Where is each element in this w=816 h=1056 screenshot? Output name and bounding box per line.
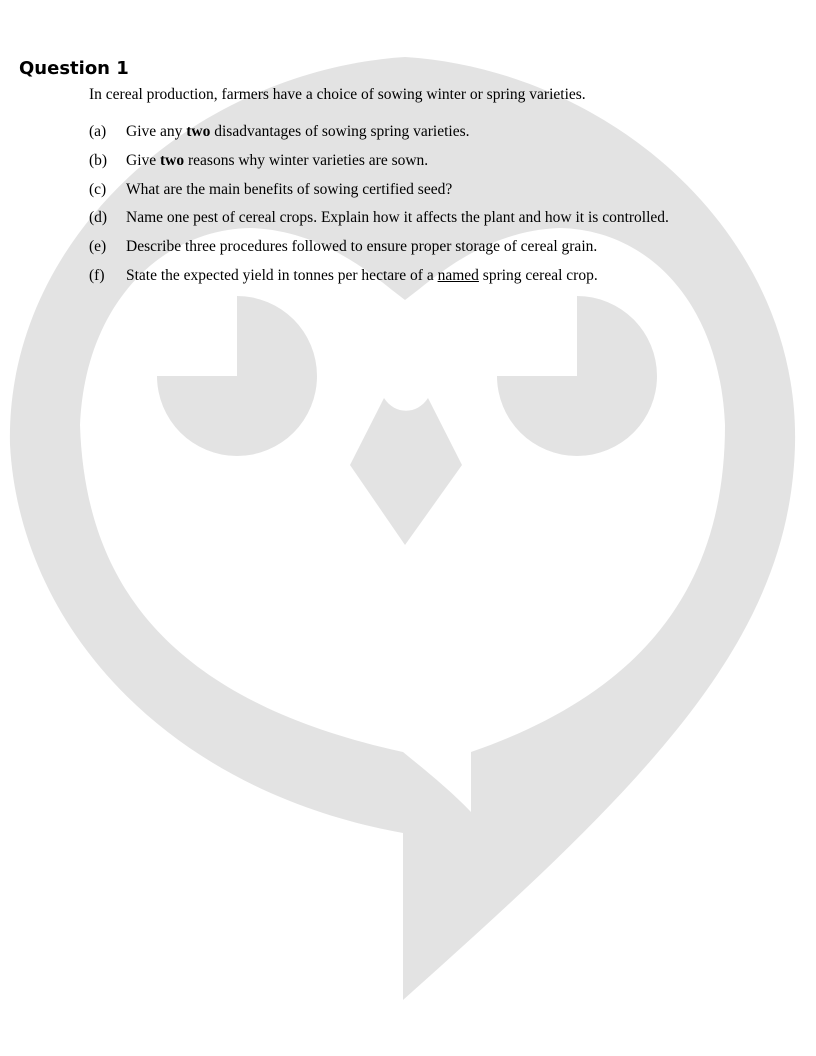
part-text: Give (126, 152, 161, 169)
part-text: What are the main benefits of sowing certified seed? (126, 181, 453, 198)
part-text: State the expected yield in tonnes per hectare of a (126, 267, 438, 284)
question-part-f (89, 266, 598, 286)
part-text: disadvantages of sowing spring varieties. (210, 123, 470, 140)
question-part-c (89, 180, 452, 200)
question-title: Question 1 (19, 58, 129, 79)
part-label: (b) (89, 152, 108, 169)
part-text: Describe three procedures followed to ensure proper storage of cereal grain. (126, 238, 598, 255)
part-text-bold: two (186, 123, 211, 140)
part-text: Name one pest of cereal crops. Explain how it affects the plant and how it is controlled. (126, 209, 669, 226)
part-text: spring cereal crop. (478, 267, 598, 284)
part-text: Give any (126, 123, 187, 140)
part-text-bold: two (160, 152, 185, 169)
question-part-b (89, 151, 428, 171)
question-part-a (89, 122, 470, 142)
part-label: (c) (89, 181, 107, 198)
part-label: (a) (89, 123, 107, 140)
part-label: (e) (89, 238, 107, 255)
part-label: (d) (89, 209, 108, 226)
question-part-d (89, 208, 669, 228)
part-text-underlined: named (437, 267, 479, 284)
question-intro: In cereal production, farmers have a choice of sowing winter or spring varieties. (89, 86, 586, 103)
question-part-e (89, 237, 597, 257)
part-text: reasons why winter varieties are sown. (184, 152, 429, 169)
part-label: (f) (89, 267, 105, 284)
